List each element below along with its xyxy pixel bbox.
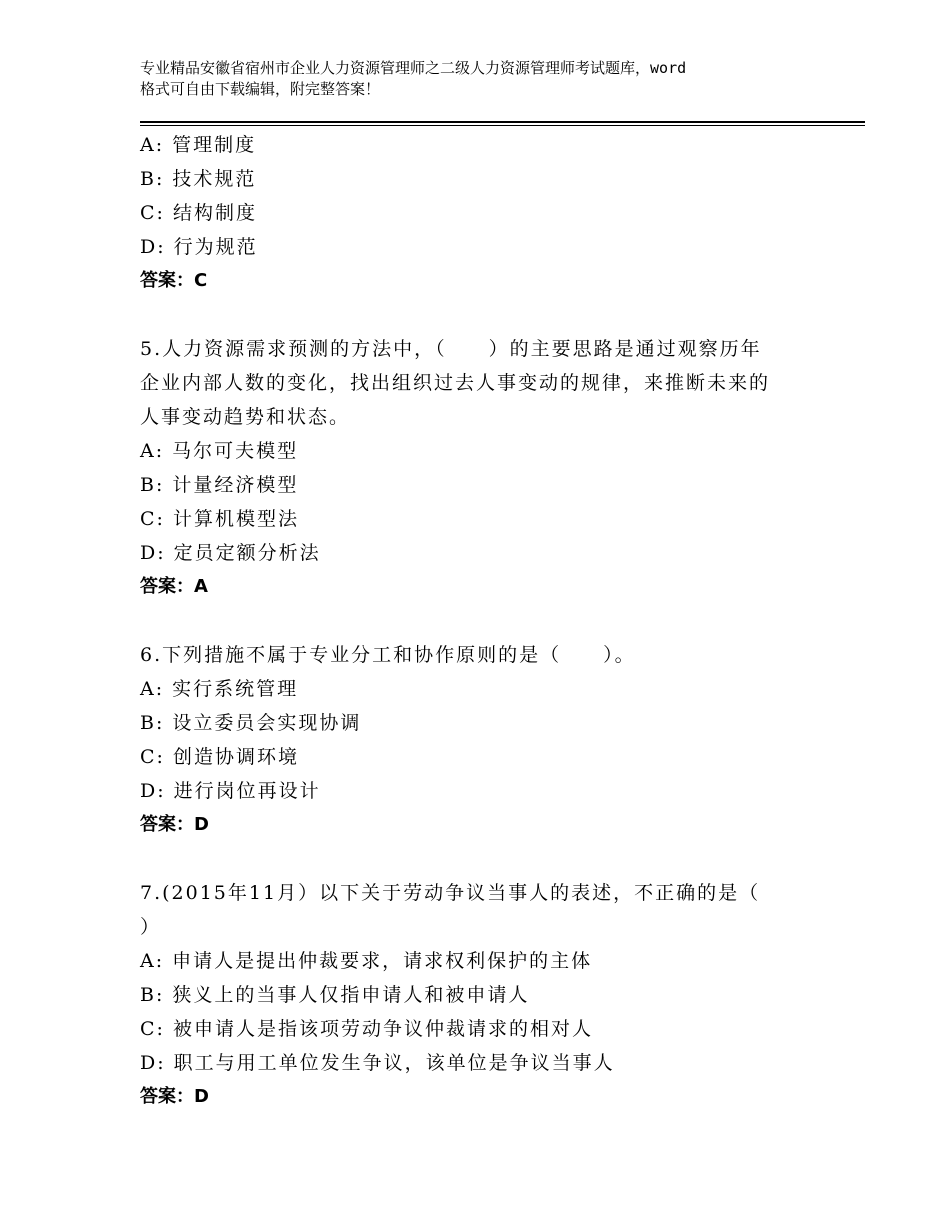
option-d: D: 职工与用工单位发生争议，该单位是争议当事人 <box>140 1052 615 1074</box>
header-line-2: 格式可自由下载编辑，附完整答案！ <box>140 80 381 98</box>
question-stem: 7.(2015年11月）以下关于劳动争议当事人的表述，不正确的是（ <box>140 882 761 904</box>
question-stem: 6.下列措施不属于专业分工和协作原则的是（ ）。 <box>140 644 636 666</box>
answer: 答案：D <box>140 814 209 835</box>
question-stem: 人事变动趋势和状态。 <box>140 406 351 428</box>
option-b: B: 设立委员会实现协调 <box>140 712 362 734</box>
spacer <box>140 298 820 332</box>
header-rule-thin <box>140 125 865 126</box>
option-a: A: 申请人是提出仲裁要求，请求权利保护的主体 <box>140 950 593 972</box>
answer: 答案：D <box>140 1086 209 1107</box>
option-c: C: 被申请人是指该项劳动争议仲裁请求的相对人 <box>140 1018 593 1040</box>
spacer <box>140 842 820 876</box>
option-a: A: 管理制度 <box>140 134 257 156</box>
question-5 <box>140 332 820 604</box>
option-c: C: 结构制度 <box>140 202 257 224</box>
header-rule-thick <box>140 121 865 123</box>
header-line-1: 专业精品安徽省宿州市企业人力资源管理师之二级人力资源管理师考试题库，word <box>140 59 687 77</box>
question-stem: 5.人力资源需求预测的方法中，（ ）的主要思路是通过观察历年 <box>140 338 762 360</box>
option-d: D: 定员定额分析法 <box>140 542 321 564</box>
answer: 答案：A <box>140 576 208 597</box>
option-c: C: 计算机模型法 <box>140 508 299 530</box>
question-7 <box>140 876 820 1114</box>
option-c: C: 创造协调环境 <box>140 746 299 768</box>
option-a: A: 实行系统管理 <box>140 678 299 700</box>
option-b: B: 计量经济模型 <box>140 474 299 496</box>
option-b: B: 技术规范 <box>140 168 257 190</box>
document-header <box>140 58 840 100</box>
option-b: B: 狭义上的当事人仅指申请人和被申请人 <box>140 984 530 1006</box>
document-body <box>140 128 820 1114</box>
spacer <box>140 604 820 638</box>
option-a: A: 马尔可夫模型 <box>140 440 299 462</box>
question-stem: 企业内部人数的变化，找出组织过去人事变动的规律，来推断未来的 <box>140 372 771 394</box>
answer: 答案：C <box>140 270 208 291</box>
question-6 <box>140 638 820 842</box>
question-stem: ） <box>140 916 162 938</box>
option-d: D: 进行岗位再设计 <box>140 780 321 802</box>
option-d: D: 行为规范 <box>140 236 258 258</box>
question-block-continued <box>140 128 820 298</box>
